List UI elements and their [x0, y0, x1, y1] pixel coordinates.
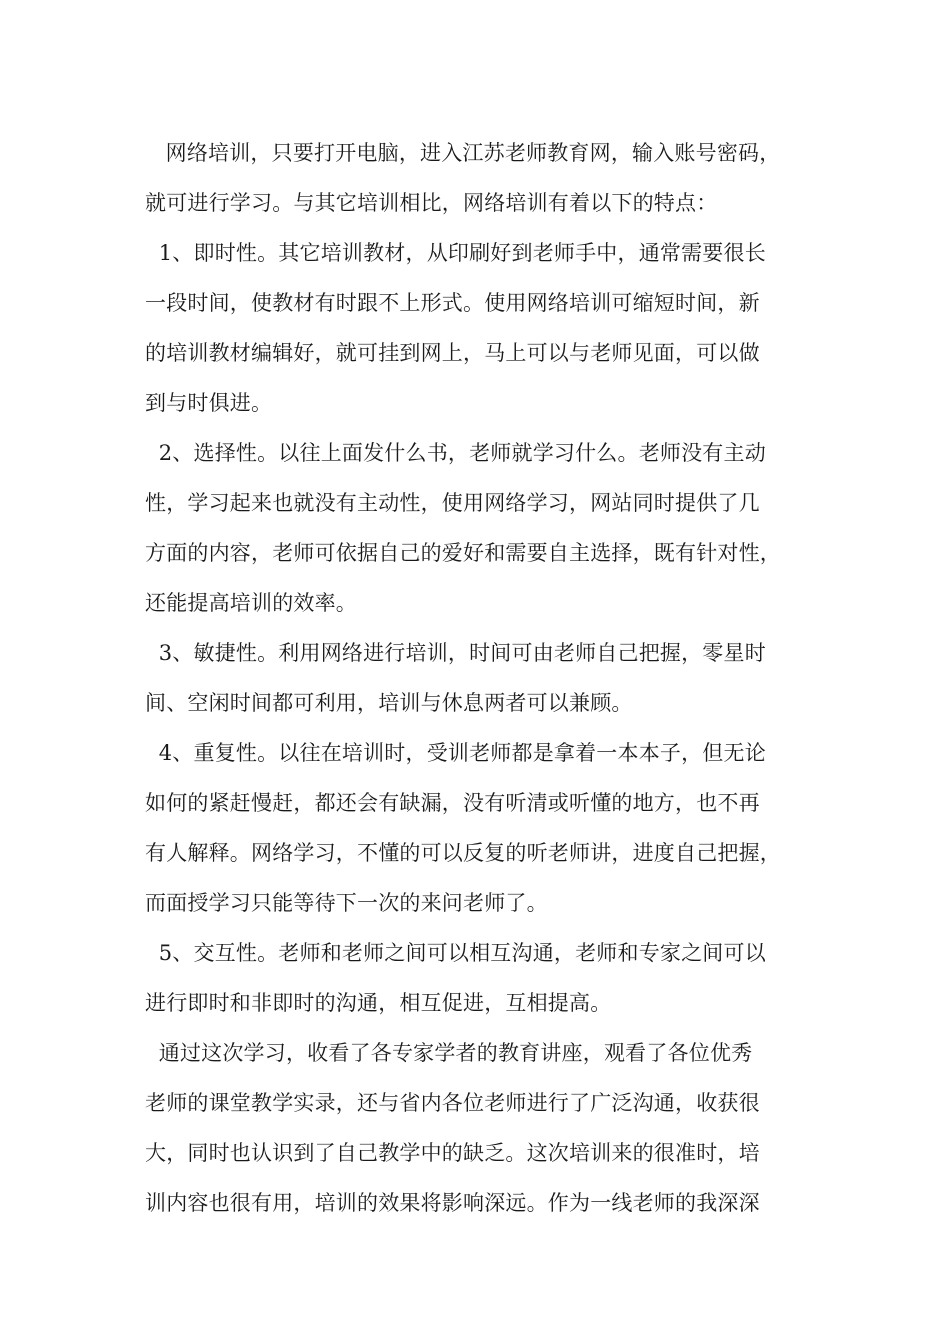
text-line: 5、交互性。老师和老师之间可以相互沟通，老师和专家之间可以 [145, 941, 766, 965]
text-line: 还能提高培训的效率。 [145, 591, 357, 615]
text-line: 训内容也很有用，培训的效果将影响深远。作为一线老师的我深深 [145, 1191, 760, 1215]
text-line: 网络培训，只要打开电脑，进入江苏老师教育网，输入账号密码， [145, 141, 781, 165]
text-line: 老师的课堂教学实录，还与省内各位老师进行了广泛沟通，收获很 [145, 1091, 760, 1115]
text-line: 有人解释。网络学习，不懂的可以反复的听老师讲，进度自己把握， [145, 841, 781, 865]
text-line: 的培训教材编辑好，就可挂到网上，马上可以与老师见面，可以做 [145, 341, 760, 365]
text-line: 1、即时性。其它培训教材，从印刷好到老师手中，通常需要很长 [145, 241, 766, 265]
text-line: 通过这次学习，收看了各专家学者的教育讲座，观看了各位优秀 [145, 1041, 753, 1065]
text-line: 2、选择性。以往上面发什么书，老师就学习什么。老师没有主动 [145, 441, 766, 465]
text-line: 就可进行学习。与其它培训相比，网络培训有着以下的特点： [145, 191, 718, 215]
text-line: 进行即时和非即时的沟通，相互促进，互相提高。 [145, 991, 612, 1015]
text-line: 如何的紧赶慢赶，都还会有缺漏，没有听清或听懂的地方，也不再 [145, 791, 760, 815]
text-line: 3、敏捷性。利用网络进行培训，时间可由老师自己把握，零星时 [145, 641, 766, 665]
text-line: 性，学习起来也就没有主动性，使用网络学习，网站同时提供了几 [145, 491, 760, 515]
text-line: 方面的内容，老师可依据自己的爱好和需要自主选择，既有针对性， [145, 541, 781, 565]
text-line: 4、重复性。以往在培训时，受训老师都是拿着一本本子，但无论 [145, 741, 766, 765]
text-line: 而面授学习只能等待下一次的来问老师了。 [145, 891, 548, 915]
text-line: 间、空闲时间都可利用，培训与休息两者可以兼顾。 [145, 691, 633, 715]
text-line: 大，同时也认识到了自己教学中的缺乏。这次培训来的很准时，培 [145, 1141, 760, 1165]
document-body [145, 128, 817, 1228]
text-line: 到与时俱进。 [145, 391, 273, 415]
text-line: 一段时间，使教材有时跟不上形式。使用网络培训可缩短时间，新 [145, 291, 760, 315]
